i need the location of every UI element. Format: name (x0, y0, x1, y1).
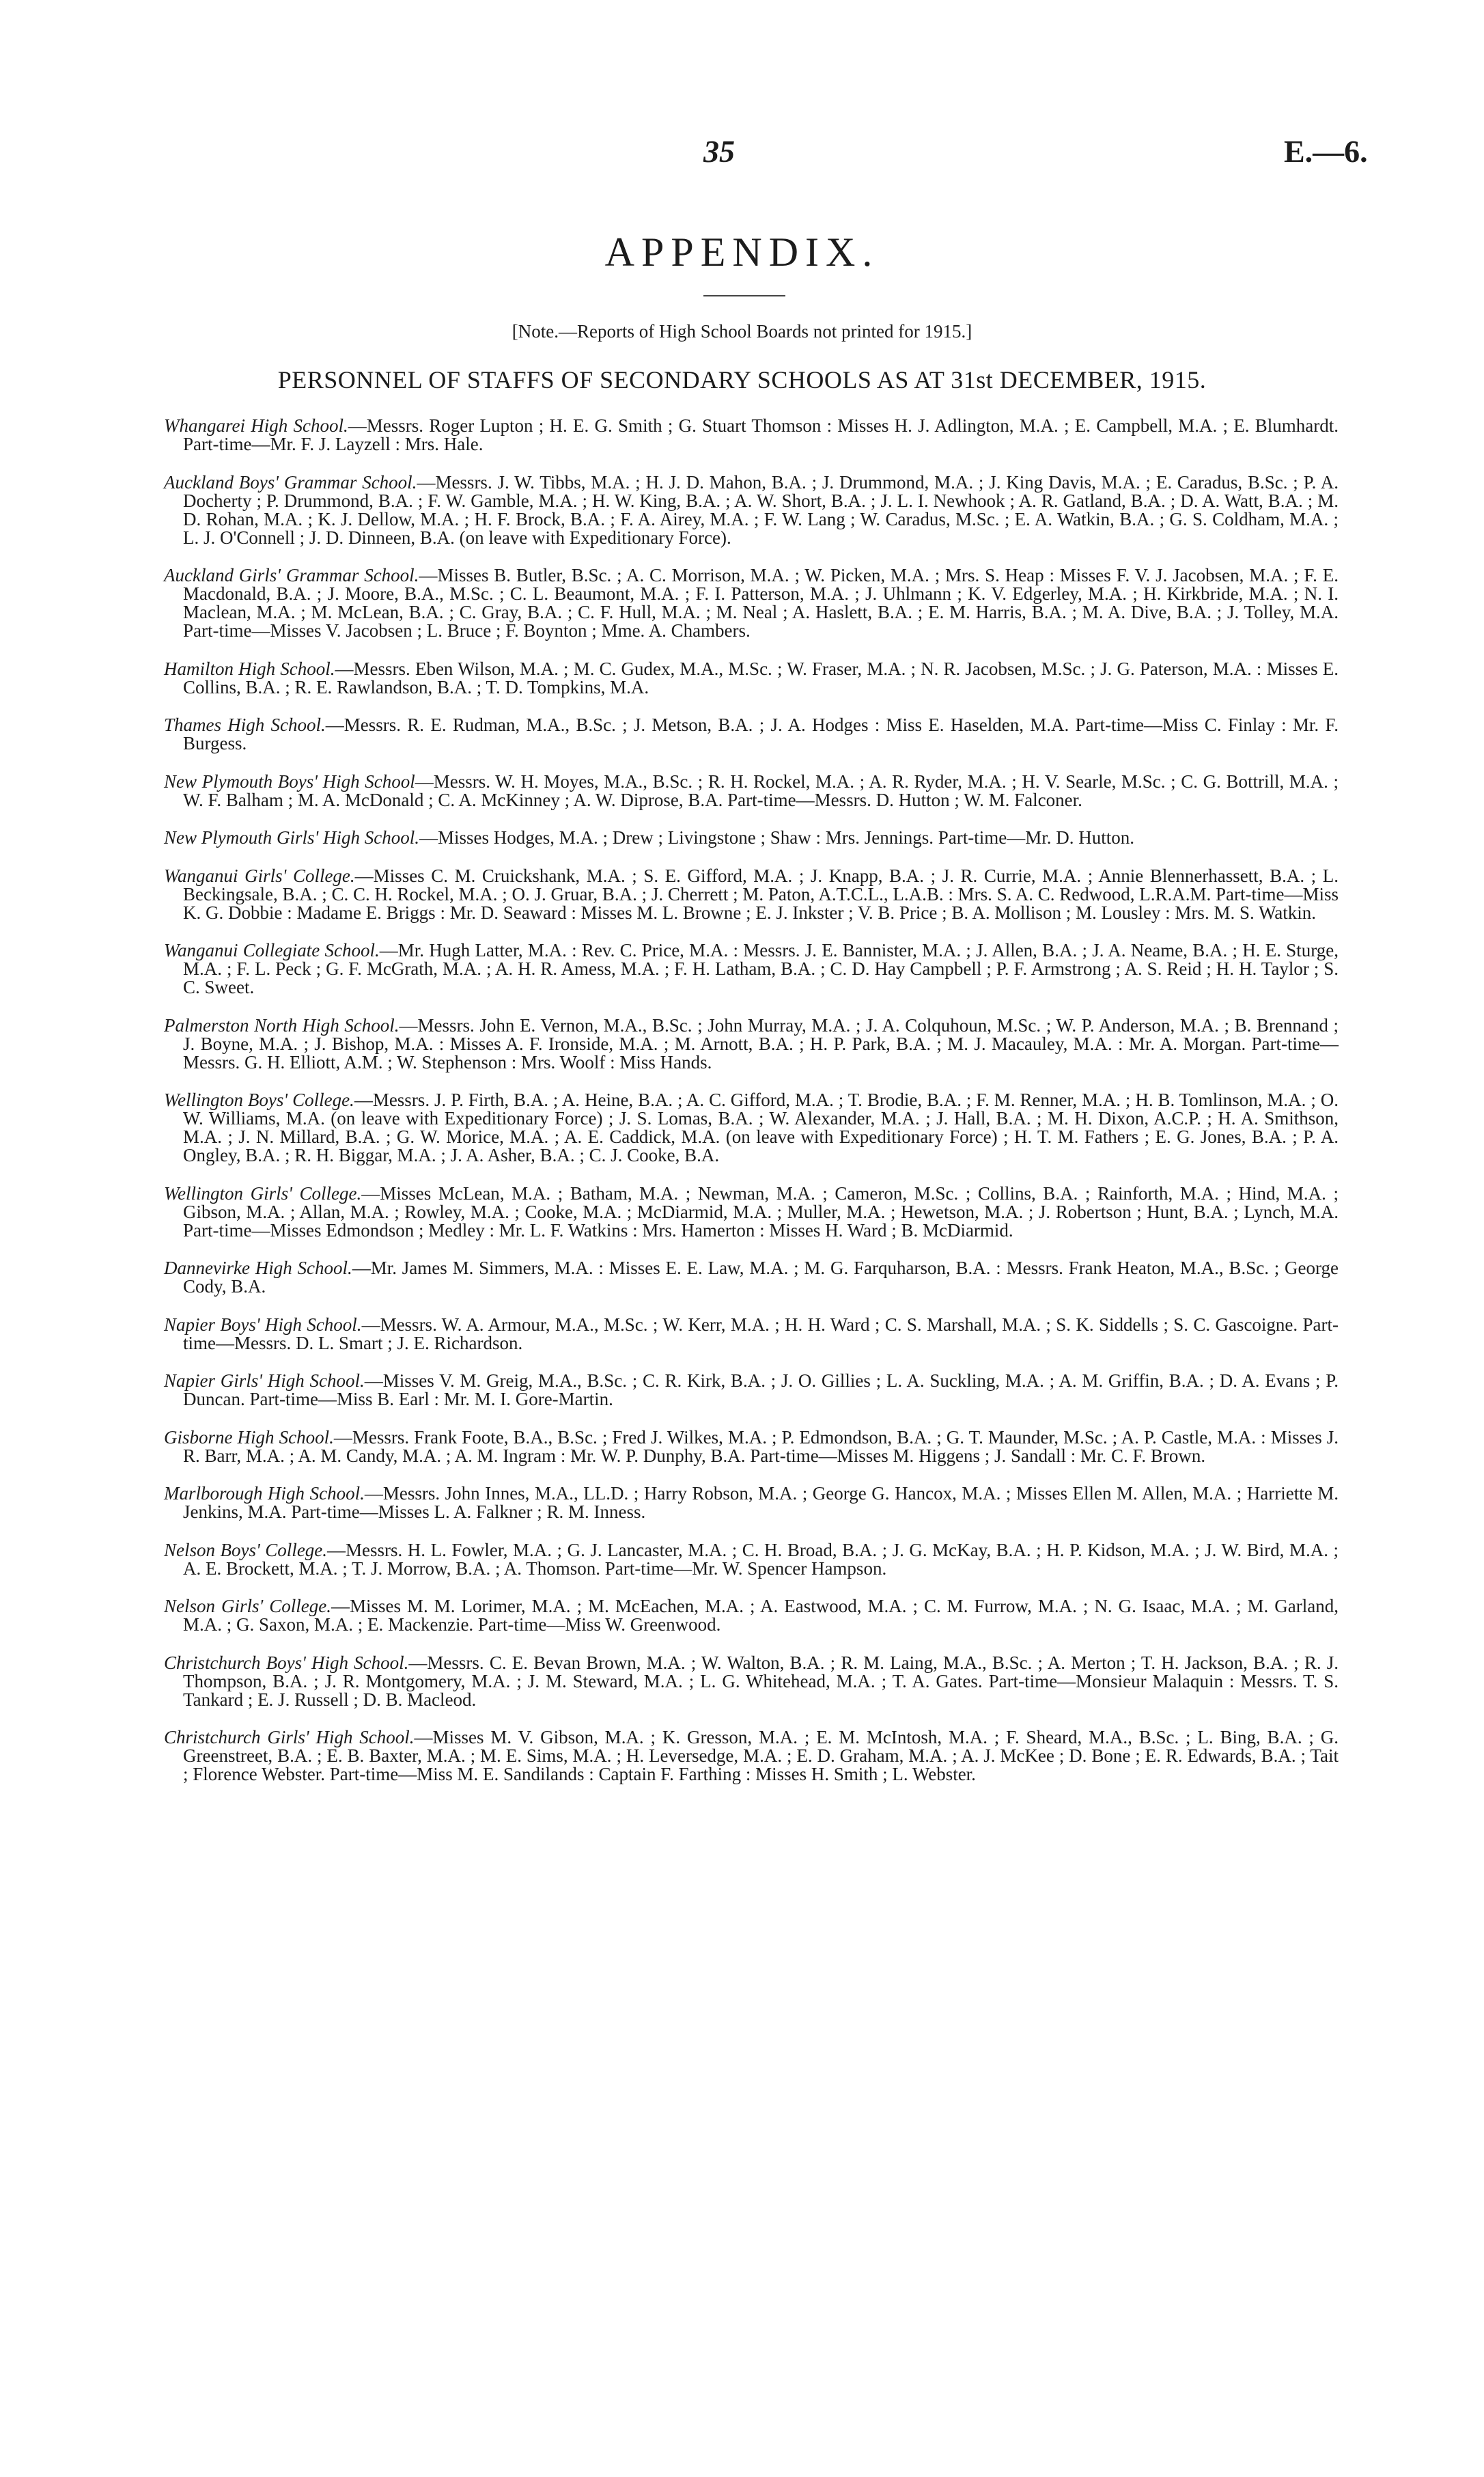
school-name: Dannevirke High School. (164, 1258, 352, 1278)
school-name: Napier Girls' High School. (164, 1370, 365, 1391)
staff-names: —Misses Hodges, M.A. ; Drew ; Livingstone ; Shaw : Mrs. Jennings. Part-time—Mr. D. Hutton. (419, 827, 1134, 848)
staff-names: —Messrs. John E. Vernon, M.A., B.Sc. ; John Murray, M.A. ; J. A. Colquhoun, M.Sc. ; W. P. Anderson, M.A. ; B. Brennand ; J. Boyne, M.A. ; J. Bishop, M.A. : Misses A. F. Ironside, M.A. ; M. Arnott, B.A. ; H. P. Park, B.A. ; M. J. Macauley, M.A. : Mr. A. Morgan. Part-time—Messrs. G. H. Elliott, A.M. ; W. Stephenson : Mrs. Woolf : Miss Hands. (183, 1014, 1339, 1073)
school-name: Thames High School. (164, 715, 326, 735)
school-entry (164, 660, 1339, 697)
staff-names: —Messrs. W. H. Moyes, M.A., B.Sc. ; R. H. Rockel, M.A. ; A. R. Ryder, M.A. ; H. V. Searle, M.Sc. ; C. G. Bottrill, M.A. ; W. F. Balham ; M. A. McDonald ; C. A. McKinney ; A. W. Diprose, B.A. Part-time—Messrs. D. Hutton ; W. M. Falconer. (183, 771, 1339, 810)
school-entry (164, 1541, 1339, 1578)
school-entry (164, 1182, 1339, 1241)
school-entry (164, 773, 1339, 809)
school-name: Christchurch Boys' High School. (164, 1652, 409, 1673)
school-entry (164, 829, 1339, 847)
school-name: Marlborough High School. (164, 1483, 365, 1504)
staff-names: —Mr. James M. Simmers, M.A. : Misses E. E. Law, M.A. ; M. G. Farquharson, B.A. : Messrs. Frank Heaton, M.A., B.Sc. ; George Cody, B.A. (183, 1258, 1339, 1297)
school-name: Nelson Girls' College. (164, 1596, 331, 1616)
school-name: Wellington Girls' College. (164, 1182, 362, 1204)
staff-names: —Messrs. C. E. Bevan Brown, M.A. ; W. Walton, B.A. ; R. M. Laing, M.A., B.Sc. ; A. Merton ; T. H. Jackson, B.A. ; R. J. Thompson, B.A. ; J. R. Montgomery, M.A. ; J. M. Steward, M.A. ; L. G. Whitehead, M.A. ; T. A. Gates. Part-time—Monsieur Malaquin : Messrs. T. S. Tankard ; E. J. Russell ; D. B. Macleod. (183, 1652, 1339, 1710)
staff-list (164, 417, 1339, 1803)
staff-names: —Misses M. V. Gibson, M.A. ; K. Gresson, M.A. ; E. M. McIntosh, M.A. ; F. Sheard, M.A., B.Sc. ; L. Bing, B.A. ; G. Greenstreet, B.A. ; E. B. Baxter, M.A. ; M. E. Sims, M.A. ; H. Leversedge, M.A. ; E. D. Graham, M.A. ; A. J. McKee ; D. Bone ; E. R. Edwards, B.A. ; Tait ; Florence Webster. Part-time—Miss M. E. Sandilands : Captain F. Farthing : Misses H. Smith ; L. Webster. (183, 1727, 1339, 1784)
school-entry (164, 1259, 1339, 1296)
school-name: Auckland Boys' Grammar School. (164, 471, 417, 493)
school-name: Gisborne High School. (164, 1426, 334, 1448)
staff-names: —Misses McLean, M.A. ; Batham, M.A. ; Newman, M.A. ; Cameron, M.Sc. ; Collins, B.A. ; Rainforth, M.A. ; Hind, M.A. ; Gibson, M.A. ; Allan, M.A. ; Rowley, M.A. ; Cooke, M.A. ; McDiarmid, M.A. ; Muller, M.A. ; Hewetson, M.A. ; J. Robertson ; Hunt, B.A. ; Lynch, M.A. Part-time—Misses Edmondson ; Medley : Mr. L. F. Watkins : Mrs. Hamerton : Misses H. Ward ; B. McDiarmid. (183, 1182, 1339, 1241)
school-name: Wellington Boys' College. (164, 1090, 354, 1110)
school-name: Auckland Girls' Grammar School. (164, 565, 419, 585)
school-entry (164, 1316, 1339, 1353)
staff-names: —Misses M. M. Lorimer, M.A. ; M. McEachen, M.A. ; A. Eastwood, M.A. ; C. M. Furrow, M.A. ; N. G. Isaac, M.A. ; M. Garland, M.A. ; G. Saxon, M.A. ; E. Mackenzie. Part-time—Miss W. Greenwood. (183, 1596, 1339, 1635)
section-heading: PERSONNEL OF STAFFS OF SECONDARY SCHOOLS AS AT 31st DECEMBER, 1915. (277, 366, 1207, 393)
school-name: Napier Boys' High School. (164, 1314, 362, 1335)
school-name: Nelson Boys' College. (164, 1539, 328, 1560)
document-code: E.—6. (1284, 134, 1368, 169)
staff-names: —Misses V. M. Greig, M.A., B.Sc. ; C. R. Kirk, B.A. ; J. O. Gillies ; L. A. Suckling, M.A. ; A. M. Griffin, B.A. ; D. A. Evans ; P. Duncan. Part-time—Miss B. Earl : Mr. M. I. Gore-Martin. (183, 1370, 1339, 1409)
school-entry (164, 1428, 1339, 1465)
school-entry (164, 941, 1339, 997)
school-entry (164, 1091, 1339, 1165)
school-entry (164, 1728, 1339, 1784)
school-entry (164, 1597, 1339, 1634)
staff-names: —Messrs. Frank Foote, B.A., B.Sc. ; Fred J. Wilkes, M.A. ; P. Edmondson, B.A. ; G. T. Maunder, M.Sc. ; A. P. Castle, M.A. : Misses J. R. Barr, M.A. ; A. M. Candy, M.A. ; A. M. Ingram : Mr. W. P. Dunphy, B.A. Part-time—Misses M. Higgens ; J. Sandall : Mr. C. F. Brown. (183, 1426, 1339, 1466)
school-entry (164, 417, 1339, 454)
school-entry (164, 1372, 1339, 1409)
school-name: New Plymouth Boys' High School (164, 771, 415, 792)
staff-names: —Messrs. Roger Lupton ; H. E. G. Smith ; G. Stuart Thomson : Misses H. J. Adlington, M.A. ; E. Campbell, M.A. ; E. Blumhardt. Part-time—Mr. F. J. Layzell : Mrs. Hale. (183, 415, 1339, 454)
staff-names: —Messrs. H. L. Fowler, M.A. ; G. J. Lancaster, M.A. ; C. H. Broad, B.A. ; J. G. McKay, B.A. ; H. P. Kidson, M.A. ; J. W. Bird, M.A. ; A. E. Brockett, M.A. ; T. J. Morrow, B.A. ; A. Thomson. Part-time—Mr. W. Spencer Hampson. (183, 1539, 1339, 1579)
page-number: 35 (703, 134, 735, 169)
school-entry (164, 867, 1339, 922)
school-entry (164, 1484, 1339, 1521)
staff-names: —Messrs. J. W. Tibbs, M.A. ; H. J. D. Mahon, B.A. ; J. Drummond, M.A. ; J. King Davis, M.A. ; E. Caradus, B.Sc. ; P. A. Docherty ; P. Drummond, B.A. ; F. W. Gamble, M.A. ; H. W. King, B.A. ; A. W. Short, B.A. ; J. L. I. Newhook ; A. R. Gatland, B.A. ; D. A. Watt, B.A. ; M. D. Rohan, M.A. ; K. J. Dellow, M.A. ; H. F. Brock, B.A. ; F. A. Airey, M.A. ; F. W. Lang ; W. Caradus, M.Sc. ; E. A. Watkin, B.A. ; G. S. Coldham, M.A. ; L. J. O'Connell ; J. D. Dinneen, B.A. (on leave with Expeditionary Force). (183, 471, 1339, 548)
school-name: Palmerston North High School. (164, 1014, 400, 1036)
school-name: Wanganui Girls' College. (164, 865, 355, 886)
school-entry (164, 716, 1339, 753)
school-entry (164, 1016, 1339, 1072)
title-rule (703, 295, 785, 296)
staff-names: —Misses C. M. Cruickshank, M.A. ; S. E. Gifford, M.A. ; J. Knapp, B.A. ; J. R. Currie, M.A. ; Annie Blennerhassett, B.A. ; L. Beckingsale, B.A. ; C. C. H. Rockel, M.A. ; O. J. Gruar, B.A. ; J. Cherrett ; M. Paton, A.T.C.L., L.A.B. : Mrs. S. A. C. Redwood, L.R.A.M. Part-time—Miss K. G. Dobbie : Madame E. Briggs : Mr. D. Seaward : Misses M. L. Browne ; E. J. Inkster ; V. B. Price ; B. A. Mollison ; M. Lousley : Mrs. M. S. Watkin. (183, 865, 1339, 923)
school-entry (164, 566, 1339, 640)
school-entry (164, 1654, 1339, 1709)
note: [Note.—Reports of High School Boards not printed for 1915.] (512, 321, 972, 342)
staff-names: —Messrs. W. A. Armour, M.A., M.Sc. ; W. Kerr, M.A. ; H. H. Ward ; C. S. Marshall, M.A. ; S. K. Siddells ; S. C. Gascoigne. Part-time—Messrs. D. L. Smart ; J. E. Richardson. (183, 1314, 1339, 1353)
staff-names: —Messrs. Eben Wilson, M.A. ; M. C. Gudex, M.A., M.Sc. ; W. Fraser, M.A. ; N. R. Jacobsen, M.Sc. ; J. G. Paterson, M.A. : Misses E. Collins, B.A. ; R. E. Rawlandson, B.A. ; T. D. Tompkins, M.A. (183, 658, 1339, 697)
staff-names: —Messrs. J. P. Firth, B.A. ; A. Heine, B.A. ; A. C. Gifford, M.A. ; T. Brodie, B.A. ; F. M. Renner, M.A. ; H. B. Tomlinson, M.A. ; O. W. Williams, M.A. (on leave with Expeditionary Force) ; J. S. Lomas, B.A. ; W. Alexander, M.A. ; J. Hall, B.A. ; M. H. Dixon, A.C.P. ; H. A. Smithson, M.A. ; J. N. Millard, B.A. ; G. W. Morice, M.A. ; A. E. Caddick, M.A. (on leave with Expeditionary Force) ; H. T. M. Fathers ; E. G. Jones, B.A. ; P. A. Ongley, B.A. ; R. H. Biggar, M.A. ; J. A. Asher, B.A. ; C. J. Cooke, B.A. (183, 1090, 1339, 1165)
appendix-title: APPENDIX. (604, 230, 880, 275)
school-name: Hamilton High School. (164, 658, 335, 679)
staff-names: —Misses B. Butler, B.Sc. ; A. C. Morrison, M.A. ; W. Picken, M.A. ; Mrs. S. Heap : Misses F. V. J. Jacobsen, M.A. ; F. E. Macdonald, B.A. ; J. Moore, B.A., M.Sc. ; C. L. Beaumont, M.A. ; F. I. Patterson, M.A. ; J. Uhlmann ; K. V. Edgerley, M.A. ; H. Kirkbride, M.A. ; N. I. Maclean, M.A. ; M. McLean, B.A. ; C. Gray, B.A. ; C. F. Hull, M.A. ; M. Neal ; A. Haslett, B.A. ; E. M. Harris, B.A. ; M. A. Dive, B.A. ; J. Tolley, M.A. Part-time—Misses V. Jacobsen ; L. Bruce ; F. Boynton ; Mme. A. Chambers. (183, 565, 1339, 641)
school-name: Wanganui Collegiate School. (164, 940, 380, 960)
staff-names: —Mr. Hugh Latter, M.A. : Rev. C. Price, M.A. : Messrs. J. E. Bannister, M.A. ; J. Allen, B.A. ; J. A. Neame, B.A. ; H. E. Sturge, M.A. ; F. L. Peck ; G. F. McGrath, M.A. ; A. H. R. Amess, M.A. ; F. H. Latham, B.A. ; C. D. Hay Campbell ; P. F. Armstrong ; A. S. Reid ; H. H. Taylor ; S. C. Sweet. (183, 940, 1339, 997)
school-name: Christchurch Girls' High School. (164, 1727, 415, 1747)
school-name: New Plymouth Girls' High School. (164, 827, 420, 848)
staff-names: —Messrs. John Innes, M.A., LL.D. ; Harry Robson, M.A. ; George G. Hancox, M.A. ; Misses Ellen M. Allen, M.A. ; Harriette M. Jenkins, M.A. Part-time—Misses L. A. Falkner ; R. M. Inness. (183, 1483, 1339, 1522)
staff-names: —Messrs. R. E. Rudman, M.A., B.Sc. ; J. Metson, B.A. ; J. A. Hodges : Miss E. Haselden, M.A. Part-time—Miss C. Finlay : Mr. F. Burgess. (183, 715, 1339, 753)
school-name: Whangarei High School. (164, 415, 348, 436)
school-entry (164, 473, 1339, 547)
